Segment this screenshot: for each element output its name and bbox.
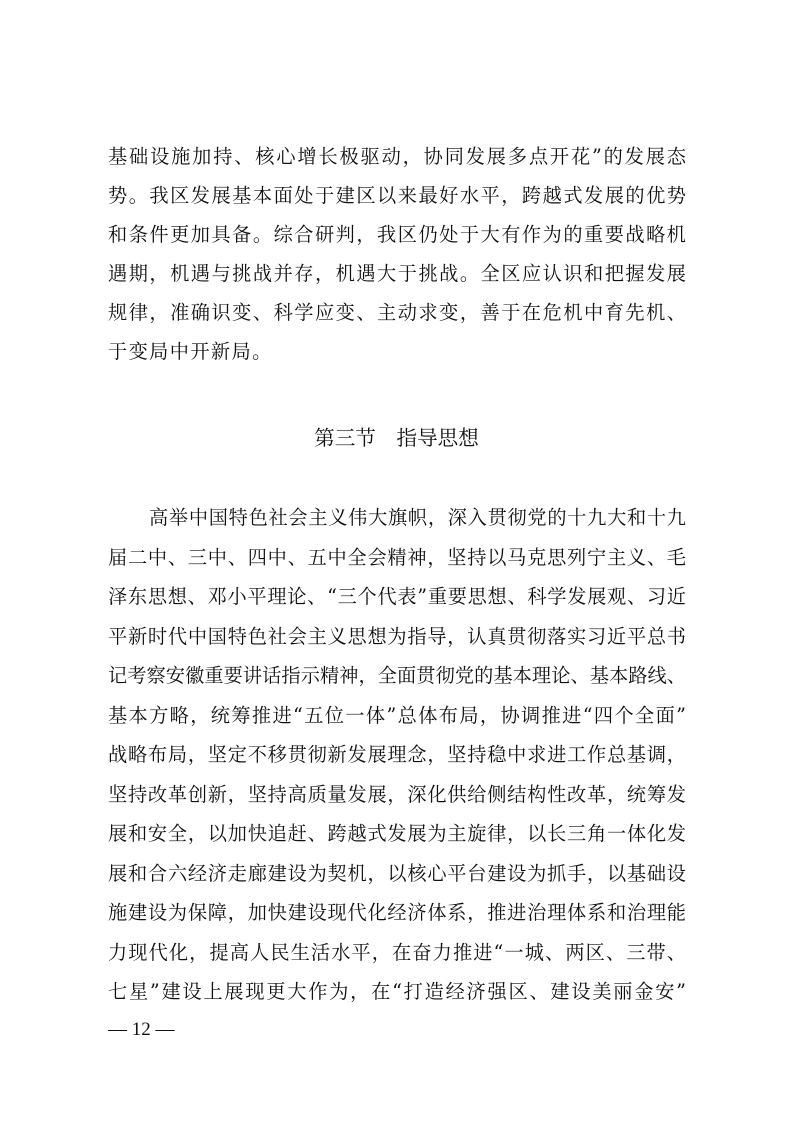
paragraph-line: 届二中、三中、四中、五中全会精神，坚持以马克思列宁主义、毛 [108, 545, 686, 569]
paragraph-line: 展和安全，以加快追赶、跨越式发展为主旋律，以长三角一体化发 [108, 822, 686, 845]
paragraph-line: 遇期，机遇与挑战并存，机遇大于挑战。全区应认识和把握发展 [108, 262, 686, 285]
paragraph-line: 平新时代中国特色社会主义思想为指导，认真贯彻落实习近平总书 [108, 624, 686, 648]
paragraph-line: 施建设为保障，加快建设现代化经济体系，推进治理体系和治理能 [108, 901, 686, 924]
paragraph-line: 基础设施加持、核心增长极驱动，协同发展多点开花”的发展态 [108, 145, 686, 168]
paragraph-line: 记考察安徽重要讲话指示精神，全面贯彻党的基本理论、基本路线、 [108, 664, 686, 687]
paragraph-line: 战略布局，坚定不移贯彻新发展理念，坚持稳中求进工作总基调， [108, 743, 686, 766]
paragraph-line: 高举中国特色社会主义伟大旗帜，深入贯彻党的十九大和十九 [149, 506, 686, 529]
continuation-paragraph [108, 137, 686, 371]
paragraph-line: 泽东思想、邓小平理论、“三个代表”重要思想、科学发展观、习近 [108, 585, 686, 608]
page-number: — 12 — [108, 1019, 175, 1040]
paragraph-line: 七星”建设上展现更大作为，在“打造经济强区、建设美丽金安” [108, 980, 686, 1003]
paragraph-line: 势。我区发展基本面处于建区以来最好水平，跨越式发展的优势 [108, 184, 686, 207]
guiding-ideology-paragraph [108, 498, 686, 1012]
paragraph-line: 展和合六经济走廊建设为契机，以核心平台建设为抓手，以基础设 [108, 861, 686, 885]
paragraph-line: 基本方略，统筹推进“五位一体”总体布局，协调推进“四个全面” [108, 703, 686, 727]
section-heading: 第三节 指导思想 [314, 426, 479, 450]
paragraph-line: 和条件更加具备。综合研判，我区仍处于大有作为的重要战略机 [108, 223, 686, 246]
paragraph-line: 于变局中开新局。 [108, 340, 273, 363]
paragraph-line: 坚持改革创新，坚持高质量发展，深化供给侧结构性改革，统筹发 [108, 782, 686, 806]
paragraph-line: 力现代化，提高人民生活水平，在奋力推进“一城、两区、三带、 [108, 940, 686, 964]
paragraph-line: 规律，准确识变、科学应变、主动求变，善于在危机中育先机、 [108, 301, 686, 324]
